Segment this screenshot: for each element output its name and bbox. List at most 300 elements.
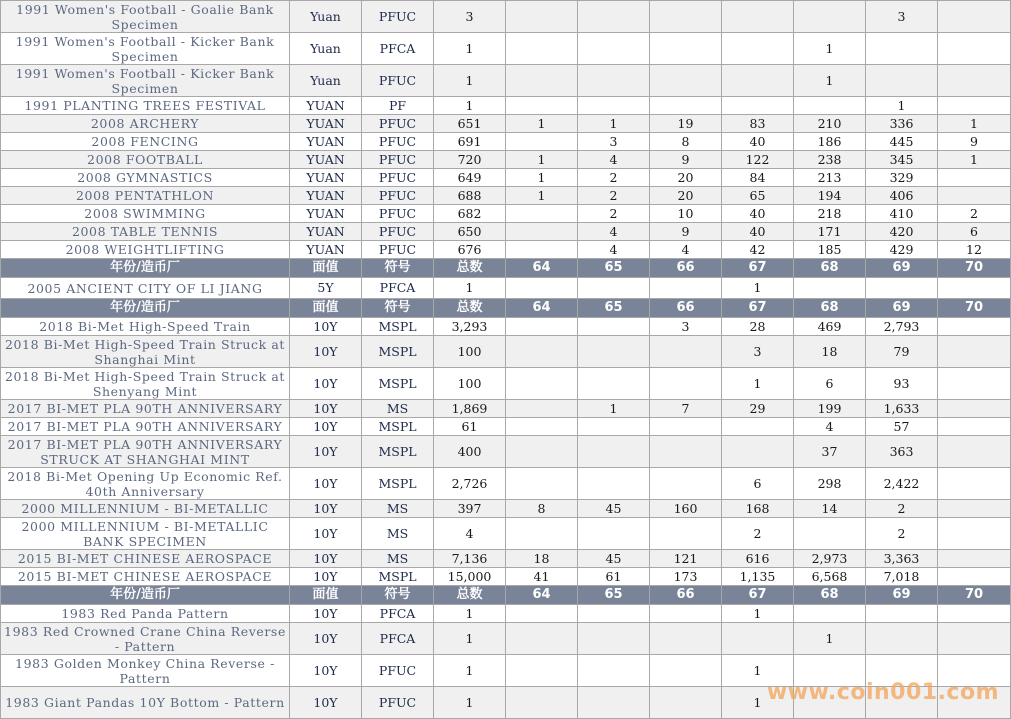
total-cell: 691 [434,133,506,151]
grade-count-cell: 1 [938,115,1011,133]
denomination-cell: 10Y [290,623,362,655]
grade-count-cell: 218 [794,205,866,223]
grade-count-cell [722,623,794,655]
table-row [1,187,1011,205]
grade-symbol-cell: MS [362,400,434,418]
denomination-cell: YUAN [290,133,362,151]
grade-symbol-cell: PFCA [362,623,434,655]
grade-count-cell: 122 [722,151,794,169]
grade-count-cell [938,418,1011,436]
grade-count-cell: 4 [578,151,650,169]
grade-count-cell: 1 [722,655,794,687]
header-grade-cell: 68 [794,299,866,318]
coin-name-cell: 2000 MILLENNIUM - BI-METALLIC [1,500,290,518]
total-cell: 651 [434,115,506,133]
table-row [1,400,1011,418]
grade-count-cell [794,278,866,299]
coin-name-cell: 2008 FENCING [1,133,290,151]
grade-symbol-cell: MSPL [362,418,434,436]
grade-count-cell [578,368,650,400]
grade-count-cell [938,318,1011,336]
grade-count-cell [650,1,722,33]
grade-count-cell [938,550,1011,568]
grade-count-cell [938,187,1011,205]
grade-count-cell: 160 [650,500,722,518]
grade-count-cell: 6,568 [794,568,866,586]
coin-name-cell: 1983 Red Crowned Crane China Reverse - Pattern [1,623,290,655]
grade-count-cell: 171 [794,223,866,241]
grade-count-cell [578,1,650,33]
header-total-cell: 总数 [434,586,506,605]
table-body [1,1,1011,719]
grade-count-cell [650,687,722,719]
grade-count-cell [866,33,938,65]
grade-count-cell [506,418,578,436]
grade-count-cell [506,97,578,115]
grade-count-cell [650,278,722,299]
grade-count-cell [650,418,722,436]
grade-count-cell: 45 [578,550,650,568]
grade-count-cell [506,318,578,336]
grade-count-cell [938,336,1011,368]
total-cell: 7,136 [434,550,506,568]
grade-count-cell [650,65,722,97]
grade-count-cell: 1,135 [722,568,794,586]
header-symbol-cell: 符号 [362,259,434,278]
grade-count-cell: 8 [650,133,722,151]
denomination-cell: 10Y [290,568,362,586]
grade-count-cell: 8 [506,500,578,518]
header-row [1,299,1011,318]
grade-symbol-cell: PFUC [362,223,434,241]
grade-count-cell: 469 [794,318,866,336]
coin-name-cell: 1983 Giant Pandas 10Y Bottom - Pattern [1,687,290,719]
grade-count-cell: 1 [578,115,650,133]
grade-count-cell [866,623,938,655]
grade-symbol-cell: MSPL [362,436,434,468]
grade-count-cell [722,418,794,436]
header-grade-cell: 68 [794,259,866,278]
total-cell: 15,000 [434,568,506,586]
table-row [1,33,1011,65]
grade-count-cell: 406 [866,187,938,205]
grade-count-cell: 616 [722,550,794,568]
grade-count-cell: 2,973 [794,550,866,568]
grade-count-cell [794,1,866,33]
grade-count-cell [650,655,722,687]
grade-count-cell: 6 [722,468,794,500]
table-row [1,518,1011,550]
total-cell: 688 [434,187,506,205]
denomination-cell: 10Y [290,687,362,719]
grade-count-cell: 238 [794,151,866,169]
grade-count-cell: 1 [794,33,866,65]
grade-count-cell [578,318,650,336]
grade-symbol-cell: PFCA [362,33,434,65]
grade-symbol-cell: MS [362,518,434,550]
grade-count-cell [578,655,650,687]
header-grade-cell: 66 [650,586,722,605]
grade-count-cell: 445 [866,133,938,151]
coin-name-cell: 2017 BI-MET PLA 90TH ANNIVERSARY [1,400,290,418]
table-row [1,151,1011,169]
grade-count-cell: 14 [794,500,866,518]
grade-count-cell [506,278,578,299]
grade-count-cell: 10 [650,205,722,223]
grade-count-cell: 429 [866,241,938,259]
coin-name-cell: 2018 Bi-Met High-Speed Train [1,318,290,336]
denomination-cell: 10Y [290,336,362,368]
grade-count-cell [506,518,578,550]
grade-count-cell [866,278,938,299]
grade-count-cell [938,65,1011,97]
total-cell: 649 [434,169,506,187]
grade-symbol-cell: PF [362,97,434,115]
grade-count-cell [578,623,650,655]
table-row [1,205,1011,223]
grade-count-cell [506,33,578,65]
grade-count-cell: 185 [794,241,866,259]
grade-count-cell [722,33,794,65]
coin-name-cell: 2017 BI-MET PLA 90TH ANNIVERSARY STRUCK AT SHANGHAI MINT [1,436,290,468]
grade-count-cell [578,468,650,500]
header-grade-cell: 70 [938,586,1011,605]
denomination-cell: Yuan [290,1,362,33]
grade-count-cell [506,133,578,151]
grade-count-cell: 2 [938,205,1011,223]
grade-count-cell: 3,363 [866,550,938,568]
grade-count-cell [578,418,650,436]
grade-count-cell: 1 [722,278,794,299]
grade-count-cell: 210 [794,115,866,133]
denomination-cell: YUAN [290,115,362,133]
denomination-cell: YUAN [290,187,362,205]
grade-count-cell [794,518,866,550]
coin-name-cell: 2000 MILLENNIUM - BI-METALLIC BANK SPECIMEN [1,518,290,550]
coin-name-cell: 2005 ANCIENT CITY OF LI JIANG [1,278,290,299]
grade-count-cell [578,97,650,115]
total-cell: 1 [434,687,506,719]
grade-symbol-cell: PFCA [362,278,434,299]
grade-count-cell: 18 [794,336,866,368]
grade-symbol-cell: MSPL [362,318,434,336]
grade-count-cell [506,223,578,241]
table-row [1,223,1011,241]
grade-count-cell [938,518,1011,550]
grade-symbol-cell: PFUC [362,115,434,133]
header-grade-cell: 65 [578,259,650,278]
header-grade-cell: 64 [506,259,578,278]
grade-symbol-cell: PFUC [362,687,434,719]
coin-name-cell: 1991 Women's Football - Goalie Bank Specimen [1,1,290,33]
grade-count-cell [722,1,794,33]
grade-count-cell: 28 [722,318,794,336]
coin-name-cell: 2018 Bi-Met Opening Up Economic Ref. 40th Anniversary [1,468,290,500]
grade-count-cell [650,368,722,400]
denomination-cell: 10Y [290,605,362,623]
grade-count-cell: 329 [866,169,938,187]
table-row [1,278,1011,299]
header-row [1,259,1011,278]
coin-name-cell: 1991 Women's Football - Kicker Bank Specimen [1,33,290,65]
grade-count-cell: 7 [650,400,722,418]
grade-count-cell [938,368,1011,400]
coin-name-cell: 1991 Women's Football - Kicker Bank Specimen [1,65,290,97]
denomination-cell: YUAN [290,169,362,187]
total-cell: 397 [434,500,506,518]
coin-name-cell: 2015 BI-MET CHINESE AEROSPACE [1,550,290,568]
grade-count-cell [506,436,578,468]
total-cell: 650 [434,223,506,241]
grade-count-cell [578,687,650,719]
grade-symbol-cell: PFUC [362,655,434,687]
coin-name-cell: 2018 Bi-Met High-Speed Train Struck at Shanghai Mint [1,336,290,368]
coin-name-cell: 2018 Bi-Met High-Speed Train Struck at Shenyang Mint [1,368,290,400]
header-grade-cell: 67 [722,259,794,278]
denomination-cell: 10Y [290,518,362,550]
table-row [1,115,1011,133]
coin-name-cell: 2008 PENTATHLON [1,187,290,205]
grade-symbol-cell: PFUC [362,187,434,205]
grade-count-cell [794,97,866,115]
grade-count-cell: 420 [866,223,938,241]
total-cell: 1,869 [434,400,506,418]
denomination-cell: 10Y [290,400,362,418]
grade-count-cell: 57 [866,418,938,436]
total-cell: 1 [434,278,506,299]
grade-count-cell: 168 [722,500,794,518]
grade-count-cell [650,436,722,468]
table-row [1,605,1011,623]
grade-count-cell [650,623,722,655]
grade-count-cell [938,33,1011,65]
grade-count-cell [794,605,866,623]
denomination-cell: 10Y [290,436,362,468]
table-row [1,169,1011,187]
grade-count-cell: 3 [578,133,650,151]
grade-count-cell [938,436,1011,468]
grade-count-cell: 61 [578,568,650,586]
grade-count-cell: 9 [938,133,1011,151]
grade-count-cell [506,687,578,719]
denomination-cell: YUAN [290,223,362,241]
site-watermark: www.coin001.com [766,680,999,705]
grade-count-cell: 9 [650,151,722,169]
header-grade-cell: 70 [938,259,1011,278]
total-cell: 100 [434,368,506,400]
grade-count-cell [938,97,1011,115]
coin-name-cell: 2008 ARCHERY [1,115,290,133]
header-grade-cell: 67 [722,586,794,605]
grade-count-cell: 2,422 [866,468,938,500]
table-row [1,241,1011,259]
total-cell: 4 [434,518,506,550]
denomination-cell: 5Y [290,278,362,299]
grade-count-cell [722,436,794,468]
grade-count-cell [938,1,1011,33]
grade-count-cell: 6 [938,223,1011,241]
grade-count-cell: 2,793 [866,318,938,336]
header-denom-cell: 面值 [290,299,362,318]
coin-name-cell: 2008 SWIMMING [1,205,290,223]
denomination-cell: Yuan [290,33,362,65]
grade-count-cell [506,468,578,500]
grade-count-cell [506,241,578,259]
grade-count-cell [650,33,722,65]
coin-name-cell: 2015 BI-MET CHINESE AEROSPACE [1,568,290,586]
table-row [1,623,1011,655]
table-row [1,418,1011,436]
coin-name-cell: 2008 WEIGHTLIFTING [1,241,290,259]
grade-count-cell [866,65,938,97]
grade-count-cell [722,97,794,115]
grade-count-cell: 79 [866,336,938,368]
header-grade-cell: 67 [722,299,794,318]
header-grade-cell: 64 [506,586,578,605]
header-grade-cell: 65 [578,586,650,605]
grade-count-cell: 1 [506,115,578,133]
grade-count-cell [650,97,722,115]
denomination-cell: YUAN [290,241,362,259]
total-cell: 61 [434,418,506,436]
grade-count-cell [578,65,650,97]
grade-count-cell [578,336,650,368]
coin-name-cell: 2017 BI-MET PLA 90TH ANNIVERSARY [1,418,290,436]
grade-count-cell [506,205,578,223]
grade-symbol-cell: MS [362,500,434,518]
grade-count-cell: 1 [722,687,794,719]
table-row [1,500,1011,518]
header-grade-cell: 69 [866,299,938,318]
grade-count-cell [938,500,1011,518]
grade-count-cell: 40 [722,133,794,151]
header-name-cell: 年份/造币厂 [1,586,290,605]
grade-count-cell [938,605,1011,623]
total-cell: 676 [434,241,506,259]
grade-count-cell [506,400,578,418]
grade-count-cell: 1 [506,169,578,187]
total-cell: 3 [434,1,506,33]
header-grade-cell: 66 [650,299,722,318]
grade-count-cell: 42 [722,241,794,259]
header-grade-cell: 66 [650,259,722,278]
table-row [1,550,1011,568]
denomination-cell: Yuan [290,65,362,97]
denomination-cell: YUAN [290,151,362,169]
grade-count-cell: 121 [650,550,722,568]
grade-symbol-cell: MSPL [362,568,434,586]
grade-count-cell: 29 [722,400,794,418]
grade-symbol-cell: MS [362,550,434,568]
grade-count-cell: 3 [650,318,722,336]
table-row [1,1,1011,33]
grade-count-cell: 199 [794,400,866,418]
grade-count-cell: 2 [578,169,650,187]
grade-count-cell: 3 [866,1,938,33]
grade-count-cell: 1 [578,400,650,418]
grade-count-cell: 194 [794,187,866,205]
grade-count-cell: 2 [578,205,650,223]
total-cell: 1 [434,65,506,97]
table-row [1,568,1011,586]
grade-count-cell: 1 [866,97,938,115]
total-cell: 1 [434,623,506,655]
grade-count-cell: 93 [866,368,938,400]
denomination-cell: 10Y [290,550,362,568]
header-grade-cell: 70 [938,299,1011,318]
grade-count-cell [722,65,794,97]
denomination-cell: 10Y [290,500,362,518]
grade-symbol-cell: PFUC [362,65,434,97]
coin-name-cell: 1991 PLANTING TREES FESTIVAL [1,97,290,115]
grade-count-cell [506,623,578,655]
grade-count-cell [650,468,722,500]
grade-count-cell: 186 [794,133,866,151]
table-row [1,97,1011,115]
total-cell: 1 [434,33,506,65]
coin-name-cell: 1983 Red Panda Pattern [1,605,290,623]
grade-count-cell: 2 [866,500,938,518]
grade-count-cell: 12 [938,241,1011,259]
grade-count-cell: 40 [722,205,794,223]
table-row [1,318,1011,336]
grade-symbol-cell: PFUC [362,133,434,151]
grade-count-cell: 41 [506,568,578,586]
table-row [1,368,1011,400]
grade-count-cell: 1,633 [866,400,938,418]
table-row [1,468,1011,500]
grade-symbol-cell: PFCA [362,605,434,623]
coin-name-cell: 2008 FOOTBALL [1,151,290,169]
header-name-cell: 年份/造币厂 [1,259,290,278]
header-row [1,586,1011,605]
table-row [1,436,1011,468]
grade-count-cell [506,65,578,97]
denomination-cell: 10Y [290,418,362,436]
grade-count-cell: 1 [938,151,1011,169]
grade-count-cell [650,336,722,368]
grade-count-cell [578,278,650,299]
grade-count-cell: 1 [722,368,794,400]
table-row [1,336,1011,368]
grade-count-cell: 40 [722,223,794,241]
grade-count-cell: 1 [794,623,866,655]
denomination-cell: YUAN [290,97,362,115]
coin-name-cell: 1983 Golden Monkey China Reverse - Pattern [1,655,290,687]
grade-count-cell: 2 [722,518,794,550]
grade-count-cell [578,518,650,550]
denomination-cell: 10Y [290,655,362,687]
grade-symbol-cell: MSPL [362,336,434,368]
grade-count-cell: 4 [794,418,866,436]
total-cell: 3,293 [434,318,506,336]
denomination-cell: YUAN [290,205,362,223]
grade-count-cell: 1 [794,65,866,97]
grade-count-cell: 37 [794,436,866,468]
grade-count-cell: 19 [650,115,722,133]
grade-count-cell: 213 [794,169,866,187]
grade-count-cell: 84 [722,169,794,187]
total-cell: 100 [434,336,506,368]
grade-count-cell: 345 [866,151,938,169]
grade-count-cell [506,336,578,368]
grade-count-cell [506,368,578,400]
grade-symbol-cell: PFUC [362,169,434,187]
grade-count-cell [650,605,722,623]
grade-count-cell: 6 [794,368,866,400]
grade-count-cell [866,605,938,623]
grade-count-cell: 83 [722,115,794,133]
